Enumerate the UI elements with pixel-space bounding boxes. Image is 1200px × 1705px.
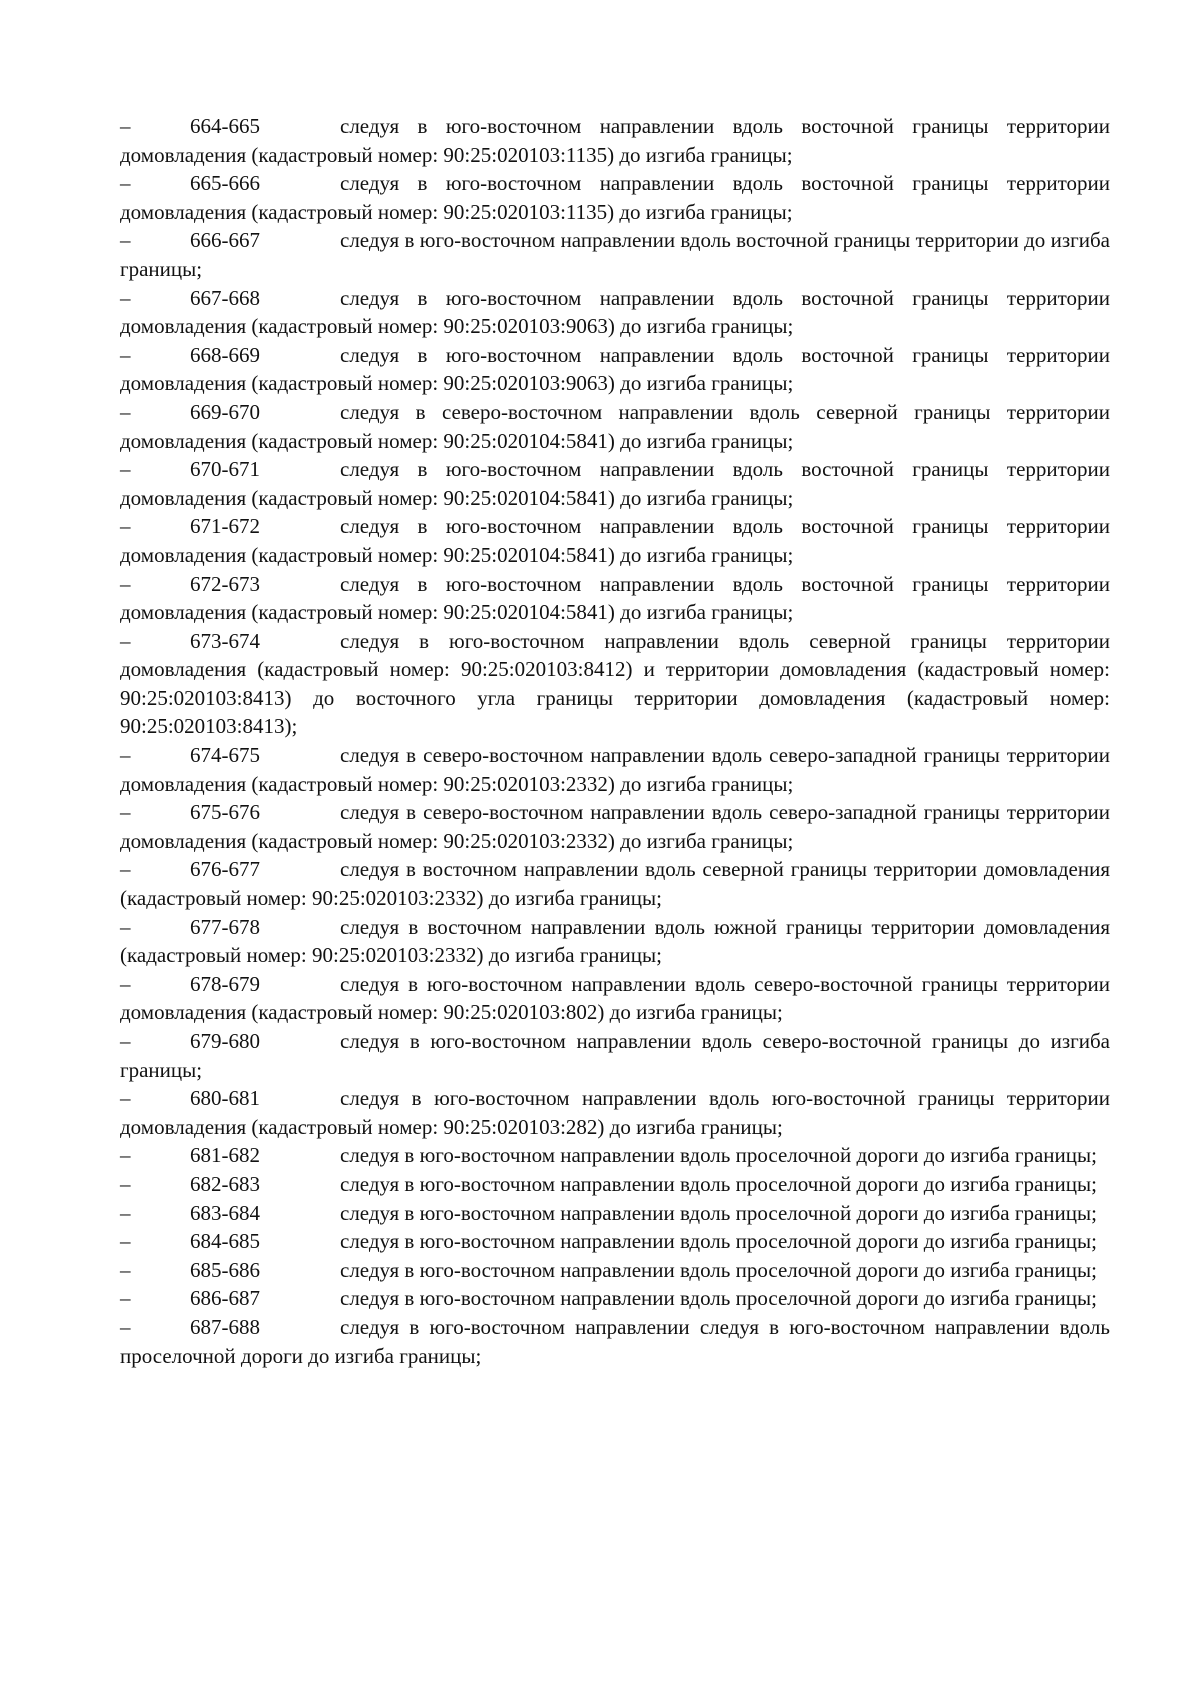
boundary-entry: [120, 1256, 1110, 1285]
point-range: 687-688: [190, 1314, 260, 1339]
entry-dash: –: [120, 1314, 131, 1339]
point-range: 666-667: [190, 228, 260, 253]
boundary-entry: [120, 1313, 1110, 1370]
entry-dash: –: [120, 342, 131, 367]
entry-text: следуя в юго-восточном направлении вдоль проселочной дороги до изгиба границы;: [340, 1229, 1097, 1254]
entry-text: следуя в юго-восточном направлении вдоль проселочной дороги до изгиба границы;: [340, 1286, 1097, 1311]
boundary-entry: [120, 1170, 1110, 1199]
boundary-entry: [120, 627, 1110, 741]
boundary-entry: [120, 398, 1110, 455]
entry-dash: –: [120, 1029, 131, 1053]
point-range: 674-675: [190, 743, 260, 768]
boundary-entry: [120, 512, 1110, 569]
entry-text: следуя в юго-восточном направлении вдоль северо-восточной границы до изгиба границы;: [120, 1029, 1110, 1082]
entry-text: следуя в юго-восточном направлении вдоль восточной границы территории домовладения (кадастровый номер: 90:25:020103:1135) до изгиба границы;: [120, 171, 1110, 224]
point-range: 683-684: [190, 1200, 260, 1225]
point-range: 665-666: [190, 171, 260, 196]
boundary-entry: [120, 570, 1110, 627]
entry-dash: –: [120, 1286, 131, 1311]
boundary-entry: [120, 226, 1110, 283]
entry-dash: –: [120, 228, 131, 253]
document-page: [120, 112, 1110, 1370]
boundary-entry: [120, 1227, 1110, 1256]
boundary-entry: [120, 913, 1110, 970]
boundary-entry: [120, 1027, 1110, 1084]
point-range: 677-678: [190, 914, 260, 939]
boundary-entry: [120, 341, 1110, 398]
entry-dash: –: [120, 399, 131, 424]
boundary-entry: [120, 855, 1110, 912]
point-range: 686-687: [190, 1286, 260, 1311]
entry-text: следуя в юго-восточном направлении вдоль проселочной дороги до изгиба границы;: [340, 1257, 1097, 1282]
entry-dash: –: [120, 857, 131, 882]
boundary-entry: [120, 284, 1110, 341]
entry-text: следуя в юго-восточном направлении вдоль северной границы территории домовладения (кадастровый номер: 90:25:020103:8412) и территории домовладения (кадастровый номер: 90:25:020103:8413) до восточного угла границы территории домовладения (кадастровый номер: 90:25:020103:8413);: [120, 628, 1110, 739]
point-range: 664-665: [190, 114, 260, 138]
point-range: 668-669: [190, 342, 260, 367]
point-range: 667-668: [190, 285, 260, 310]
entry-dash: –: [120, 514, 131, 539]
entry-text: следуя в юго-восточном направлении вдоль проселочной дороги до изгиба границы;: [340, 1143, 1097, 1168]
entry-dash: –: [120, 743, 131, 768]
entry-text: следуя в восточном направлении вдоль южной границы территории домовладения (кадастровый номер: 90:25:020103:2332) до изгиба границы;: [120, 914, 1110, 968]
entry-dash: –: [120, 628, 131, 653]
entry-text: следуя в юго-восточном направлении вдоль проселочной дороги до изгиба границы;: [340, 1200, 1097, 1225]
point-range: 678-679: [190, 971, 260, 996]
entry-dash: –: [120, 971, 131, 996]
point-range: 673-674: [190, 628, 260, 653]
entry-dash: –: [120, 171, 131, 196]
entry-dash: –: [120, 114, 131, 138]
entry-text: следуя в юго-восточном направлении вдоль восточной границы территории домовладения (кадастровый номер: 90:25:020103:9063) до изгиба границы;: [120, 342, 1110, 396]
boundary-entry: [120, 970, 1110, 1027]
boundary-entry: [120, 741, 1110, 798]
entry-dash: –: [120, 1229, 131, 1254]
entry-text: следуя в северо-восточном направлении вдоль северо-западной границы территории домовладения (кадастровый номер: 90:25:020103:2332) до изгиба границы;: [120, 800, 1110, 853]
point-range: 672-673: [190, 571, 260, 596]
boundary-entry: [120, 1199, 1110, 1228]
entry-dash: –: [120, 285, 131, 310]
boundary-entry: [120, 1284, 1110, 1313]
entry-text: следуя в юго-восточном направлении вдоль восточной границы территории домовладения (кадастровый номер: 90:25:020103:1135) до изгиба границы;: [120, 114, 1110, 167]
point-range: 682-683: [190, 1171, 260, 1196]
entry-dash: –: [120, 914, 131, 939]
point-range: 676-677: [190, 857, 260, 882]
boundary-entry: [120, 798, 1110, 855]
entry-dash: –: [120, 1171, 131, 1196]
entry-text: следуя в юго-восточном направлении вдоль юго-восточной границы территории домовладения (кадастровый номер: 90:25:020103:282) до изгиба границы;: [120, 1086, 1110, 1139]
entry-text: следуя в юго-восточном направлении вдоль проселочной дороги до изгиба границы;: [340, 1171, 1097, 1196]
point-range: 671-672: [190, 514, 260, 539]
point-range: 675-676: [190, 800, 260, 825]
boundary-entry: [120, 169, 1110, 226]
entry-text: следуя в юго-восточном направлении вдоль восточной границы территории домовладения (кадастровый номер: 90:25:020104:5841) до изгиба границы;: [120, 514, 1110, 567]
entry-text: следуя в юго-восточном направлении вдоль восточной границы территории домовладения (кадастровый номер: 90:25:020104:5841) до изгиба границы;: [120, 457, 1110, 510]
entry-text: следуя в северо-восточном направлении вдоль северо-западной границы территории домовладения (кадастровый номер: 90:25:020103:2332) до изгиба границы;: [120, 743, 1110, 796]
boundary-entry: [120, 112, 1110, 169]
entry-dash: –: [120, 1257, 131, 1282]
point-range: 681-682: [190, 1143, 260, 1168]
entry-dash: –: [120, 1086, 131, 1111]
entry-dash: –: [120, 457, 131, 482]
entry-text: следуя в восточном направлении вдоль северной границы территории домовладения (кадастровый номер: 90:25:020103:2332) до изгиба границы;: [120, 857, 1110, 911]
boundary-entry: [120, 455, 1110, 512]
entry-text: следуя в юго-восточном направлении вдоль восточной границы территории домовладения (кадастровый номер: 90:25:020103:9063) до изгиба границы;: [120, 285, 1110, 339]
point-range: 684-685: [190, 1229, 260, 1254]
entry-text: следуя в северо-восточном направлении вдоль северной границы территории домовладения (кадастровый номер: 90:25:020104:5841) до изгиба границы;: [120, 399, 1110, 453]
entry-dash: –: [120, 1143, 131, 1168]
boundary-entry: [120, 1141, 1110, 1170]
entry-text: следуя в юго-восточном направлении следуя в юго-восточном направлении вдоль проселочной дороги до изгиба границы;: [120, 1314, 1110, 1368]
point-range: 670-671: [190, 457, 260, 482]
point-range: 669-670: [190, 399, 260, 424]
entry-text: следуя в юго-восточном направлении вдоль восточной границы территории до изгиба границы;: [120, 228, 1110, 281]
point-range: 679-680: [190, 1029, 260, 1053]
entry-dash: –: [120, 1200, 131, 1225]
entry-text: следуя в юго-восточном направлении вдоль восточной границы территории домовладения (кадастровый номер: 90:25:020104:5841) до изгиба границы;: [120, 571, 1110, 625]
entry-text: следуя в юго-восточном направлении вдоль северо-восточной границы территории домовладения (кадастровый номер: 90:25:020103:802) до изгиба границы;: [120, 971, 1110, 1025]
point-range: 680-681: [190, 1086, 260, 1111]
entry-dash: –: [120, 571, 131, 596]
entry-dash: –: [120, 800, 131, 825]
point-range: 685-686: [190, 1257, 260, 1282]
boundary-entry: [120, 1084, 1110, 1141]
